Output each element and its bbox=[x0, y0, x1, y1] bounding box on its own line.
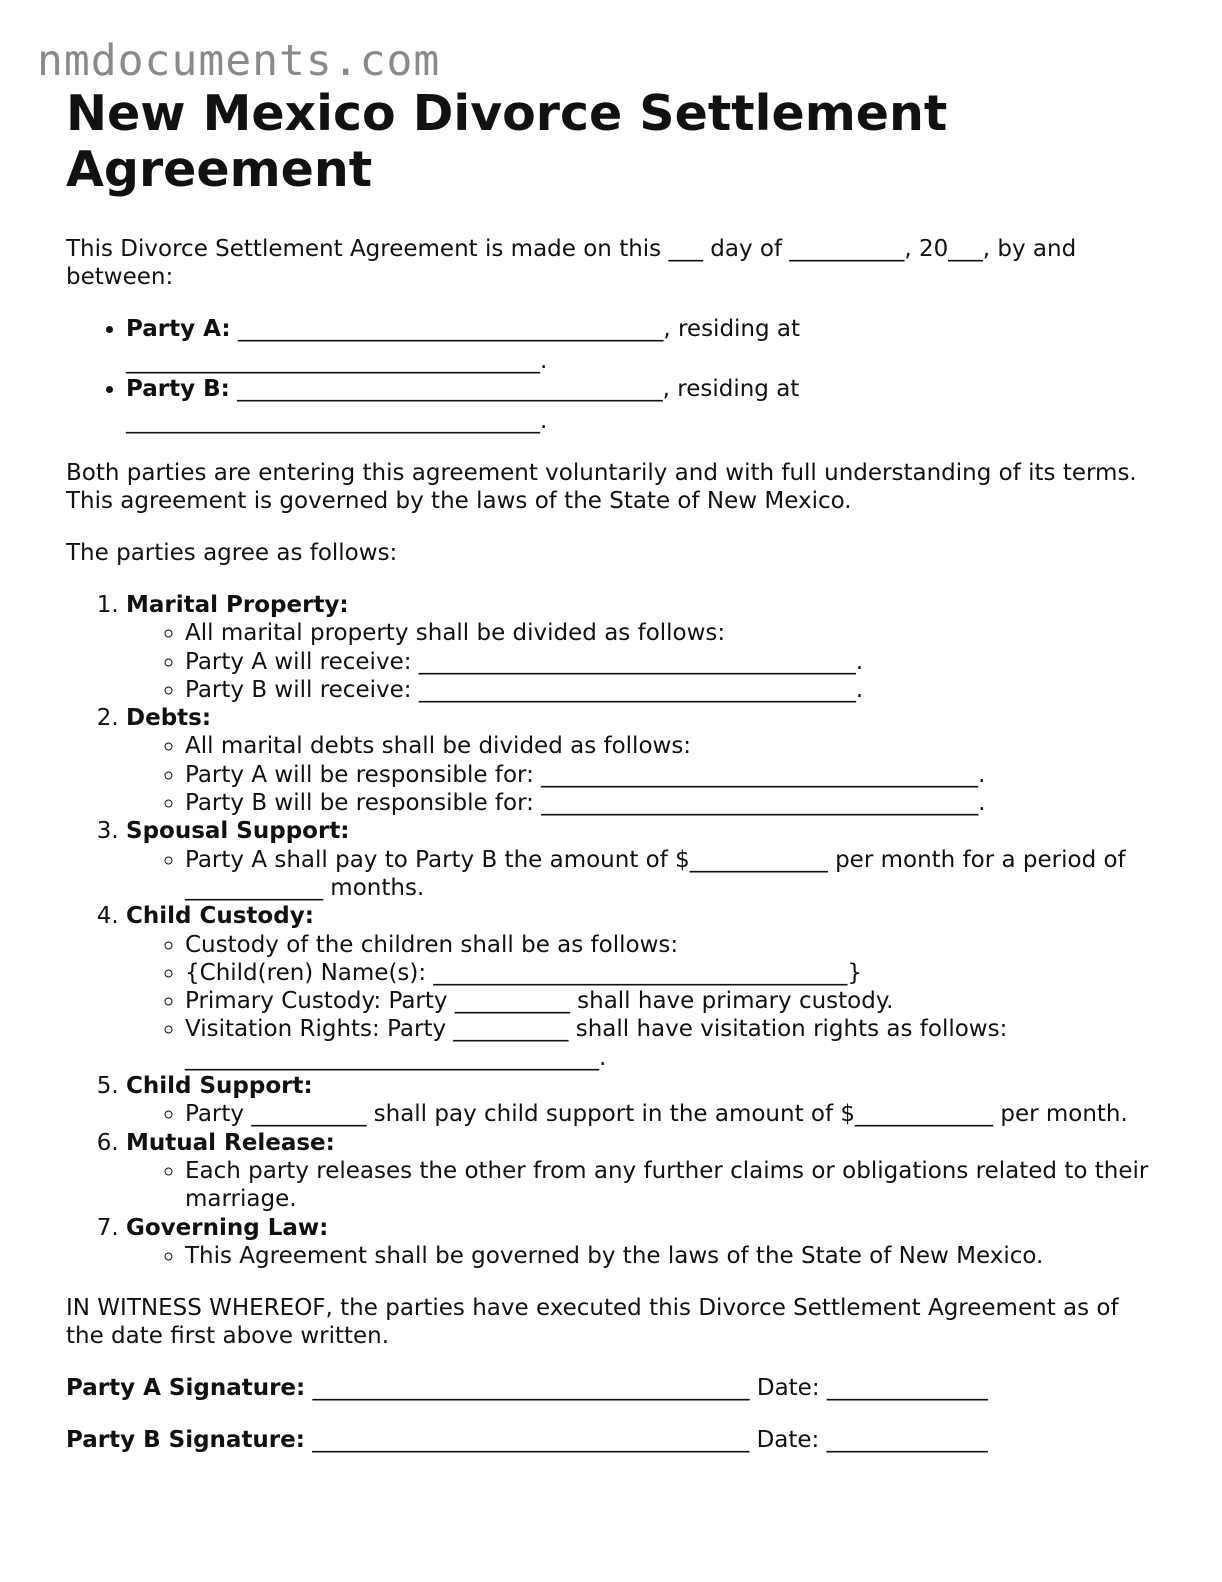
term-mutual-release bbox=[126, 1129, 1156, 1214]
party-a-item bbox=[126, 315, 1156, 375]
list-item: ◦ Primary Custody: Party __________ shall have primary custody. bbox=[185, 987, 1156, 1015]
party-a-label: Party A: bbox=[126, 316, 231, 342]
term-subitems bbox=[126, 619, 1156, 704]
intro-paragraph: This Divorce Settlement Agreement is made on this ___ day of __________, 20___, by and between: bbox=[66, 236, 1077, 290]
list-item: ◦ Each party releases the other from any further claims or obligations related to their marriage. bbox=[185, 1157, 1156, 1214]
term-heading: Marital Property: bbox=[126, 592, 349, 618]
list-item: ◦ Custody of the children shall be as follows: bbox=[185, 931, 1156, 959]
party-b-item bbox=[126, 375, 1156, 435]
term-marital-property bbox=[126, 591, 1156, 704]
party-a-name-line: _____________________________________, residing at bbox=[230, 316, 801, 342]
signature-blank: ______________________________________ Date: ______________ bbox=[304, 1427, 988, 1454]
term-child-support bbox=[126, 1072, 1156, 1129]
term-subitems bbox=[126, 846, 1156, 903]
signature-label: Party A Signature: bbox=[66, 1375, 306, 1402]
party-b-name-line: _____________________________________, residing at bbox=[229, 376, 800, 402]
list-item: ◦ All marital debts shall be divided as follows: bbox=[185, 732, 1156, 760]
list-item: ◦ Party A will receive: ______________________________________. bbox=[185, 648, 1156, 676]
term-subitems bbox=[126, 1242, 1156, 1270]
term-child-custody bbox=[126, 902, 1156, 1072]
term-spousal-support bbox=[126, 817, 1156, 902]
watermark: nmdocuments.com bbox=[37, 36, 441, 86]
term-subitems bbox=[126, 931, 1156, 1072]
document-body bbox=[66, 86, 1156, 1454]
term-heading: Child Custody: bbox=[126, 903, 314, 930]
list-item: ◦ Visitation Rights: Party __________ shall have visitation rights as follows: ____________________________________. bbox=[185, 1015, 1156, 1072]
list-item: ◦ Party B will receive: ______________________________________. bbox=[185, 676, 1156, 704]
party-b-signature-line bbox=[66, 1426, 1156, 1454]
signature-blank: ______________________________________ Date: ______________ bbox=[305, 1375, 988, 1402]
voluntary-paragraph: Both parties are entering this agreement voluntarily and with full understanding of its terms. This agreement is governed by the laws of the State of New Mexico. bbox=[66, 460, 1137, 514]
term-heading: Governing Law: bbox=[126, 1214, 329, 1241]
terms-list bbox=[66, 591, 1156, 1270]
list-item: ◦ {Child(ren) Name(s): ____________________________________} bbox=[185, 959, 1156, 987]
party-b-label: Party B: bbox=[126, 376, 230, 402]
list-item: ◦ All marital property shall be divided as follows: bbox=[185, 619, 1156, 647]
term-heading: Mutual Release: bbox=[126, 1129, 335, 1156]
list-item: ◦ Party B will be responsible for: ______________________________________. bbox=[185, 789, 1156, 817]
witness-paragraph: IN WITNESS WHEREOF, the parties have executed this Divorce Settlement Agreement as of the date first above written. bbox=[66, 1295, 1119, 1350]
list-item: ◦ Party A will be responsible for: ______________________________________. bbox=[185, 761, 1156, 789]
list-item: ◦ This Agreement shall be governed by the laws of the State of New Mexico. bbox=[185, 1242, 1156, 1270]
parties-list bbox=[66, 315, 1156, 435]
term-subitems bbox=[126, 1157, 1156, 1214]
party-a-address-line: ____________________________________. bbox=[126, 348, 548, 374]
party-b-address-line: ____________________________________. bbox=[126, 408, 548, 434]
list-item: ◦ Party A shall pay to Party B the amount of $____________ per month for a period of ____________ months. bbox=[185, 846, 1156, 903]
term-heading: Debts: bbox=[126, 705, 212, 732]
signature-label: Party B Signature: bbox=[66, 1427, 305, 1454]
term-heading: Child Support: bbox=[126, 1073, 313, 1100]
term-debts bbox=[126, 704, 1156, 817]
term-subitems bbox=[126, 732, 1156, 817]
agree-intro: The parties agree as follows: bbox=[66, 540, 398, 566]
term-heading: Spousal Support: bbox=[126, 818, 350, 845]
document-title: New Mexico Divorce Settlement Agreement bbox=[66, 85, 948, 198]
term-governing-law bbox=[126, 1214, 1156, 1271]
list-item: ◦ Party __________ shall pay child support in the amount of $____________ per month. bbox=[185, 1100, 1156, 1128]
term-subitems bbox=[126, 1100, 1156, 1128]
party-a-signature-line bbox=[66, 1374, 1156, 1402]
